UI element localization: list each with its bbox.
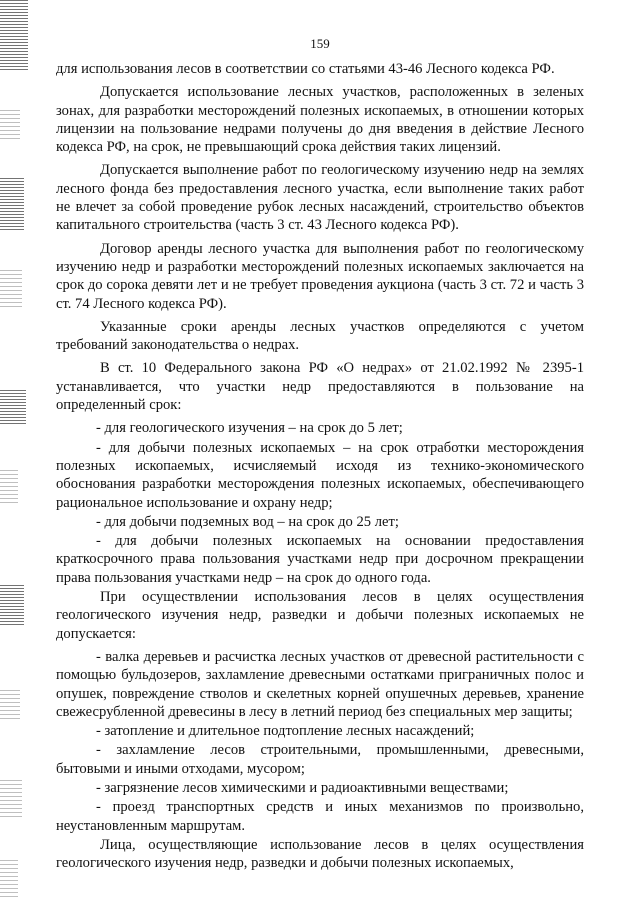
paragraph: Лица, осуществляющие использование лесов в целях осуществления геологического изучения недр, разведки и добычи полезных ископаемых, <box>56 836 584 872</box>
page-number: 159 <box>310 36 330 51</box>
list-item: - проезд транспортных средств и иных механизмов по произвольно, неустановленным маршрутам. <box>56 799 584 834</box>
scan-edge-artifact <box>0 690 20 720</box>
document-body <box>56 60 584 877</box>
paragraph: В ст. 10 Федерального закона РФ «О недрах» от 21.02.1992 № 2395-1 устанавливается, что участки недр предоставляются в пользование на определенный срок: <box>56 360 584 414</box>
scan-edge-artifact <box>0 390 26 426</box>
paragraph: При осуществлении использования лесов в целях осуществления геологического изучения недр, разведки и добычи полезных ископаемых не допускается: <box>56 589 584 642</box>
list-item: - для добычи полезных ископаемых – на срок отработки месторождения полезных ископаемых, исчисляемый исходя из технико-экономического обоснования разработки месторождения полезных ископаемых, обеспечивающего рациональное использование и охрану недр; <box>56 439 584 511</box>
scan-edge-artifact <box>0 110 20 140</box>
scan-edge-artifact <box>0 178 24 230</box>
list-item: - затопление и длительное подтопление лесных насаждений; <box>96 723 475 740</box>
scan-edge-artifact <box>0 780 22 820</box>
list-item: - для геологического изучения – на срок до 5 лет; <box>96 420 403 437</box>
list-item: - для добычи подземных вод – на срок до 25 лет; <box>96 513 399 530</box>
list-item: - захламление лесов строительными, промышленными, древесными, бытовыми и иными отходами, мусором; <box>56 742 584 777</box>
scan-edge-artifact <box>0 0 28 70</box>
paragraph: Допускается использование лесных участков, расположенных в зеленых зонах, для разработки месторождений полезных ископаемых, в отношении которых лицензии на пользование недрами получены до дня введения в действие Лесного кодекса РФ, на срок, не превышающий срока действия таких лицензий. <box>56 84 584 156</box>
list-item: - загрязнение лесов химическими и радиоактивными веществами; <box>96 779 509 796</box>
scan-edge-artifact <box>0 270 22 310</box>
paragraph: для использования лесов в соответствии со статьями 43-46 Лесного кодекса РФ. <box>56 61 555 77</box>
scan-edge-artifact <box>0 860 18 900</box>
list-item: - для добычи полезных ископаемых на основании предоставления краткосрочного права пользования участками недр при досрочном прекращении права пользования участками недр – на срок до одного года. <box>56 533 584 586</box>
scan-edge-artifact <box>0 470 18 504</box>
paragraph: Договор аренды лесного участка для выполнения работ по геологическому изучению недр и разработки месторождений полезных ископаемых заключается на срок до сорока девяти лет и не требует проведения аукциона (часть 3 ст. 72 и часть 3 ст. 74 Лесного кодекса РФ). <box>56 240 584 312</box>
paragraph: Допускается выполнение работ по геологическому изучению недр на землях лесного фонда без предоставления лесного участка, если выполнение таких работ не влечет за собой проведение рубок лесных насаждений, строительство объектов капитального строительства (часть 3 ст. 43 Лесного кодекса РФ). <box>56 162 584 234</box>
scan-edge-artifact <box>0 585 24 625</box>
paragraph: Указанные сроки аренды лесных участков определяются с учетом требований законодательства о недрах. <box>56 318 584 354</box>
list-item: - валка деревьев и расчистка лесных участков от древесной растительности с помощью бульдозеров, захламление древесными остатками приграничных полос и опушек, повреждение стволов и скелетных корней опушечных деревьев, хранение свежесрубленной древесины в лесу в летний период без специальных мер защиты; <box>56 648 584 720</box>
